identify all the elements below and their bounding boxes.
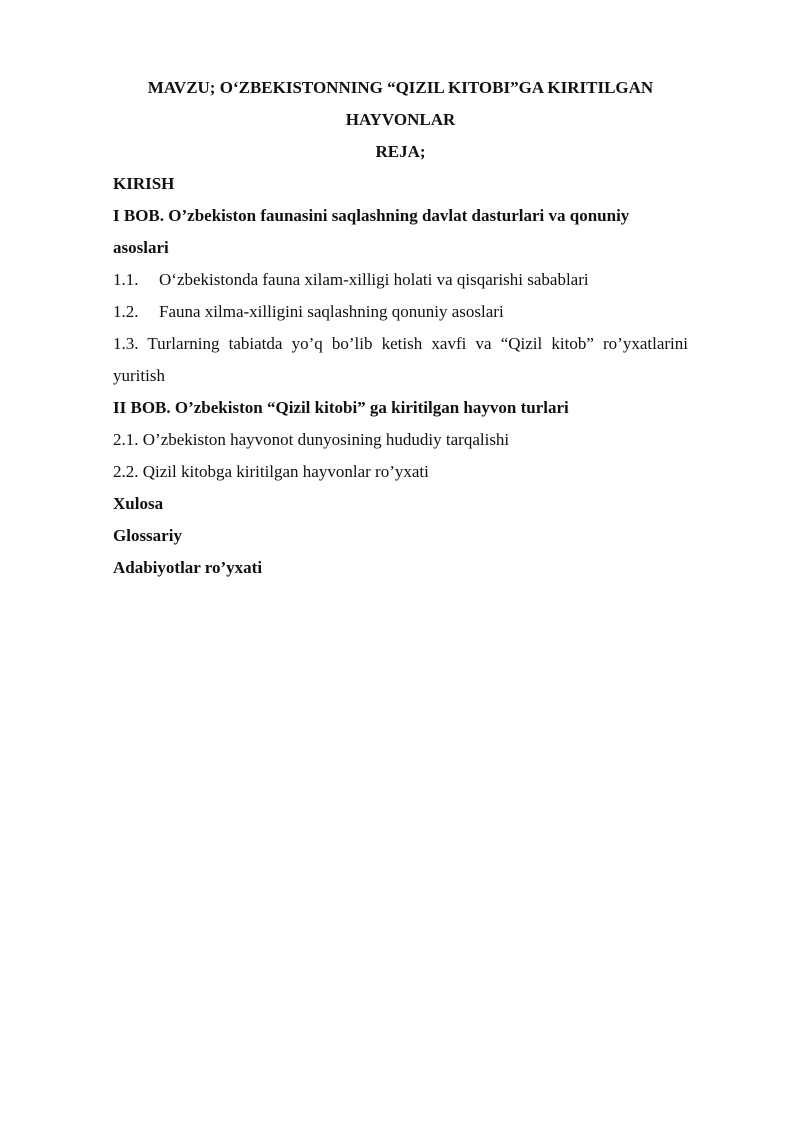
- outline-intro: KIRISH: [113, 174, 175, 193]
- section-number: 1.2.: [113, 302, 139, 321]
- document-page: [113, 72, 688, 584]
- section-1-3-line-2: yuritish: [113, 366, 165, 385]
- chapter-1-title-line-2: asoslari: [113, 238, 169, 257]
- plan-heading: REJA;: [375, 142, 426, 161]
- outline-references: Adabiyotlar ro’yxati: [113, 558, 263, 577]
- section-2-2: 2.2. Qizil kitobga kiritilgan hayvonlar ro’yxati: [113, 462, 429, 481]
- outline-glossary: Glossariy: [113, 526, 182, 545]
- section-number: 1.1.: [113, 270, 139, 289]
- section-1-1: [113, 264, 688, 296]
- chapter-2-title: II BOB. O’zbekiston “Qizil kitobi” ga kiritilgan hayvon turlari: [113, 398, 569, 417]
- section-text: O‘zbekistonda fauna xilam-xilligi holati va qisqarishi sabablari: [159, 270, 589, 289]
- section-text: Fauna xilma-xilligini saqlashning qonuniy asoslari: [159, 302, 504, 321]
- section-1-2: [113, 296, 688, 328]
- outline-conclusion: Xulosa: [113, 494, 164, 513]
- chapter-1-title-line-1: I BOB. O’zbekiston faunasini saqlashning davlat dasturlari va qonuniy: [113, 206, 630, 225]
- document-title-line-2: HAYVONLAR: [345, 110, 456, 129]
- document-title-line-1: MAVZU; O‘ZBEKISTONNING “QIZIL KITOBI”GA KIRITILGAN: [147, 78, 654, 97]
- section-2-1: 2.1. O’zbekiston hayvonot dunyosining hududiy tarqalishi: [113, 430, 510, 449]
- section-1-3-line-1: 1.3. Turlarning tabiatda yo’q bo’lib ketish xavfi va “Qizil kitob” ro’yxatlarini: [113, 334, 688, 353]
